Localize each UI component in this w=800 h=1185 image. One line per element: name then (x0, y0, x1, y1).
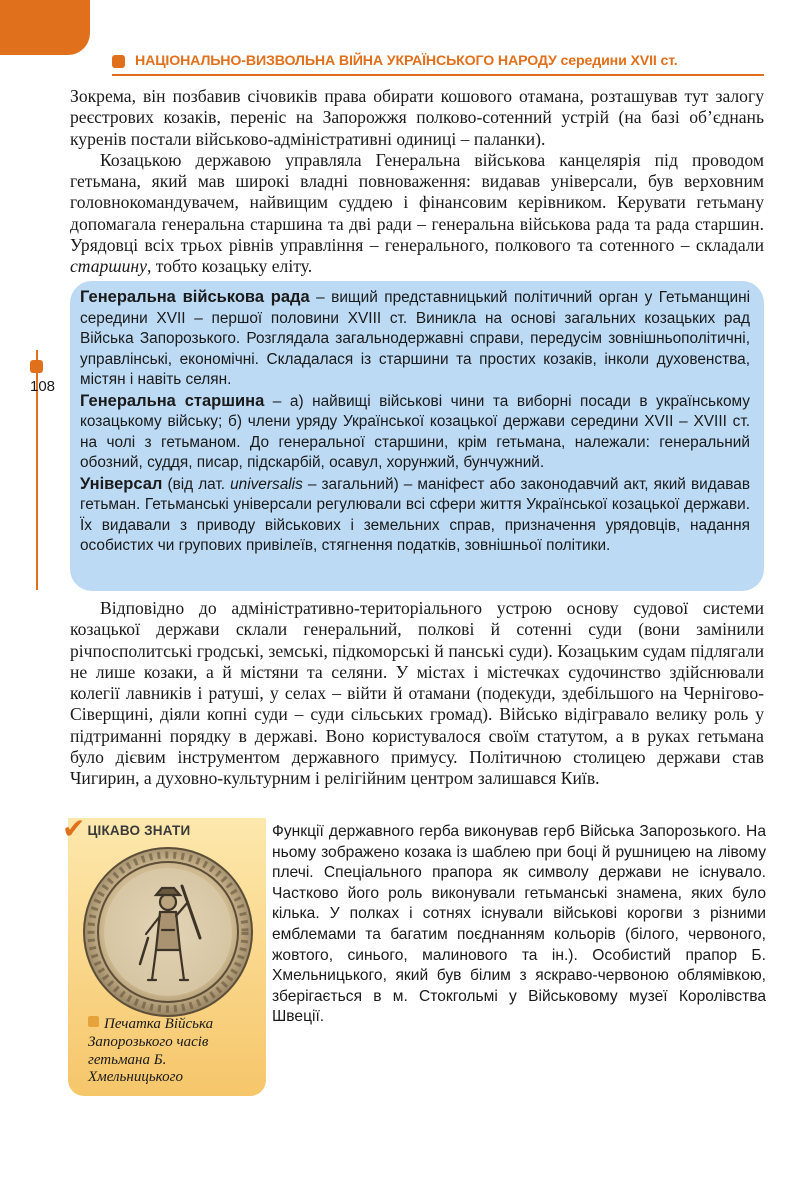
paragraph: Відповідно до адміністративно-територіального устрою основу судової системи козацької держави склали генеральний, полкові й сотенні суди (вони замінили річпосполитські гродські, земські, підкоморські й панські суди). Козацьким судам підлягали не лише козаки, а й містяни та селяни. У містах і містечках судочинство здійснювали колегії лавників і ратуші, у селах – війти й отамани (подекуди, здебільшого на Чернігово-Сіверщині, діяли копні суди – суди сільських громад). Військо відігравало велику роль у підтриманні порядку в державі. Воно користувалося своїм статутом, а в руках гетьмана було дієвим інструментом державного примусу. Політичною столицею держави став Чигирин, а духовно-культурним і релігійним центром залишався Київ. (70, 598, 764, 789)
definition (80, 474, 750, 557)
definition-term: Генеральна старшина (80, 391, 265, 410)
latin-word: universalis (230, 475, 303, 493)
corner-tab (0, 0, 90, 55)
definition-text: (від лат. (162, 475, 231, 493)
header-bullet-icon (112, 55, 125, 68)
running-header (112, 50, 762, 72)
definition-text: – загальний) – маніфест або законодавчий акт, який видавав гетьман. Гетьманські універсали регулювали всі сфери життя Української козацької держави. Їх видавали з приводу військових і земельних справ, призначення урядовців, надання особистих чи групових привілеїв, стягнення податків, зовнішньої політики. (80, 475, 750, 554)
emphasis-term: старшину (70, 256, 147, 277)
seal-icon (82, 846, 254, 1018)
checkmark-icon: ✔ (62, 812, 86, 845)
caption-text: Печатка Війська Запорозького часів гетьмана Б. Хмельницького (88, 1016, 214, 1086)
definition (80, 287, 750, 391)
paragraph-text: , тобто козацьку еліту. (146, 256, 313, 277)
seal-caption (88, 1016, 258, 1087)
definition-term: Генеральна військова рада (80, 288, 310, 306)
caption-bullet-icon (88, 1016, 99, 1027)
definition-text: – вищий представницький політичний орган у Гетьманщині середини XVII – першої половини XVIII ст. Виникла на основі загальних козацьких рад Війська Запорозького. Розглядала загальнодержавні справи, передусім зовнішньополітичні, управлінські, економічні. Складалася із старшини та простих козаків, інколи духовенства, містян і навіть селян. (80, 289, 750, 388)
definitions-box (70, 281, 764, 591)
page-number: 108 (30, 378, 56, 395)
page-marker-icon (30, 360, 43, 373)
fact-paragraph: Функції державного герба виконував герб Війська Запорозького. На ньому зображено козака із шаблею при боці й рушницею на лівому плечі. Спеціального прапора як символу держави не існувало. Частково його роль виконували гетьманські знамена, яких було кілька. У полках і сотнях існували військові корогви з різними емблемами та багатим поєднанням кольорів (білого, червоного, жовтого, синього, малинового та ін.). Особистий прапор Б. Хмельницького, який був білим з яскраво-червоною облямівкою, зберігається в м. Стокгольмі у Військовому музеї Королівства Швеції. (272, 823, 766, 1026)
definition-text: – а) найвищі військові чини та виборні посади в українському козацькому війську; б) члени уряду Української козацької держави середини XVII – XVIII ст. на чолі з гетьманом. До генеральної старшини, крім гетьмана, належали: генеральний обозний, суддя, писар, підскарбій, осавул, хорунжий, бунчужний. (80, 392, 750, 471)
top-text (70, 86, 764, 278)
definition (80, 391, 750, 474)
paragraph (70, 150, 764, 278)
middle-text (70, 598, 764, 790)
fact-text (272, 822, 766, 1028)
header-rule (112, 74, 764, 76)
paragraph-text: Козацькою державою управляла Генеральна військова канцелярія під проводом гетьмана, який мав широкі владні повноваження: видавав універсали, був верховним головнокомандувачем, найвищим суддею і фінансовим керівником. Керувати гетьману допомагала генеральна старшина та дві ради – генеральна військова рада та рада старшин. Урядовці всіх трьох рівнів управління – генерального, полкового та сотенного – складали (70, 149, 764, 256)
sidebar-label-text: ЦІКАВО ЗНАТИ (87, 822, 191, 838)
paragraph: Зокрема, він позбавив січовиків права обирати кошового отамана, розташував тут залогу реєстрових козаків, переніс на Запорожжя полково-сотенний устрій (на базі об’єднань куренів постали військово-адміністративні одиниці – паланки). (70, 86, 764, 149)
sidebar-label (62, 812, 191, 845)
definition-term: Універсал (80, 474, 163, 493)
header-title: НАЦІОНАЛЬНО-ВИЗВОЛЬНА ВІЙНА УКРАЇНСЬКОГО НАРОДУ середини XVII ст. (135, 53, 678, 69)
